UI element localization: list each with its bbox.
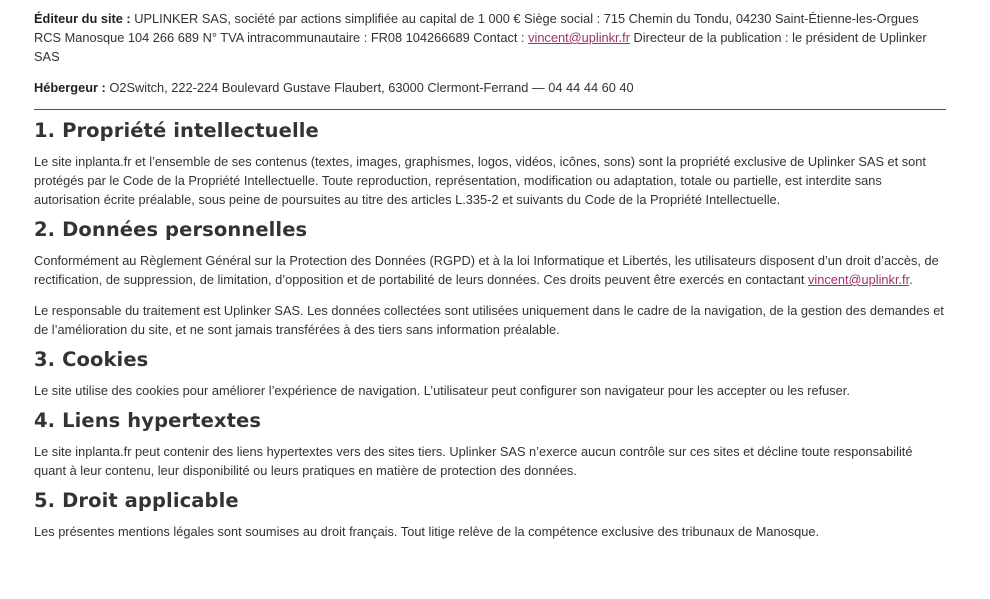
editor-director: Directeur de la publication : le président de Uplinker SAS bbox=[34, 30, 927, 64]
section-paragraph bbox=[34, 251, 946, 289]
section-applicable-law bbox=[34, 489, 946, 541]
section-paragraph: Les présentes mentions légales sont soumises au droit français. Tout litige relève de la compétence exclusive des tribunaux de Manosque. bbox=[34, 524, 820, 539]
editor-label: Éditeur du site : bbox=[34, 11, 131, 26]
editor-text: UPLINKER SAS, société par actions simplifiée au capital de 1 000 € Siège social : 715 Chemin du Tondu, 04230 Saint-Étienne-les-Orgues RCS Manosque 104 266 689 N° TVA intracommunautaire : FR08 104266689 Contact : bbox=[34, 11, 919, 45]
section-hyperlinks bbox=[34, 409, 946, 480]
section-title: 4. Liens hypertextes bbox=[34, 409, 262, 432]
section-paragraph: Le responsable du traitement est Uplinker SAS. Les données collectées sont utilisées uniquement dans le cadre de la navigation, de la gestion des demandes et de l’amélioration du site, et ne sont jamais transférées à des tiers sans information préalable. bbox=[34, 303, 944, 337]
editor-info bbox=[34, 9, 946, 66]
rgpd-text: Conformément au Règlement Général sur la Protection des Données (RGPD) et à la loi Informatique et Libertés, les utilisateurs disposent d’un droit d’accès, de rectification, de suppression, de limitation, d’opposition et de portabilité de leurs données. Ces droits peuvent être exercés en contactant bbox=[34, 253, 939, 287]
host-info bbox=[34, 78, 946, 97]
section-intellectual-property bbox=[34, 119, 946, 209]
section-paragraph: Le site inplanta.fr et l’ensemble de ses contenus (textes, images, graphismes, logos, vidéos, icônes, sons) sont la propriété exclusive de Uplinker SAS et sont protégés par le Code de la Propriété Intellectuelle. Toute reproduction, représentation, modification ou adaptation, totale ou partielle, est interdite sans autorisation écrite préalable, sous peine de poursuites au titre des articles L.335-2 et suivants du Code de la Propriété Intellectuelle. bbox=[34, 154, 926, 207]
period: . bbox=[909, 272, 913, 287]
host-label: Hébergeur : bbox=[34, 80, 106, 95]
section-paragraph: Le site utilise des cookies pour améliorer l’expérience de navigation. L’utilisateur peut configurer son navigateur pour les accepter ou les refuser. bbox=[34, 383, 850, 398]
section-paragraph: Le site inplanta.fr peut contenir des liens hypertextes vers des sites tiers. Uplinker SAS n’exerce aucun contrôle sur ces sites et décline toute responsabilité quant à leur contenu, leur disponibilité ou leurs pratiques en matière de protection des données. bbox=[34, 444, 913, 478]
section-title: 1. Propriété intellectuelle bbox=[34, 119, 319, 142]
editor-email-link[interactable]: vincent@uplinkr.fr bbox=[528, 30, 630, 45]
section-title: 5. Droit applicable bbox=[34, 489, 239, 512]
host-text: O2Switch, 222-224 Boulevard Gustave Flaubert, 63000 Clermont-Ferrand — 04 44 44 60 40 bbox=[109, 80, 634, 95]
contact-email-link[interactable]: vincent@uplinkr.fr bbox=[807, 272, 910, 287]
section-personal-data bbox=[34, 218, 946, 339]
section-cookies bbox=[34, 348, 946, 400]
divider bbox=[34, 109, 946, 110]
section-title: 2. Données personnelles bbox=[34, 218, 308, 241]
section-title: 3. Cookies bbox=[34, 348, 149, 371]
